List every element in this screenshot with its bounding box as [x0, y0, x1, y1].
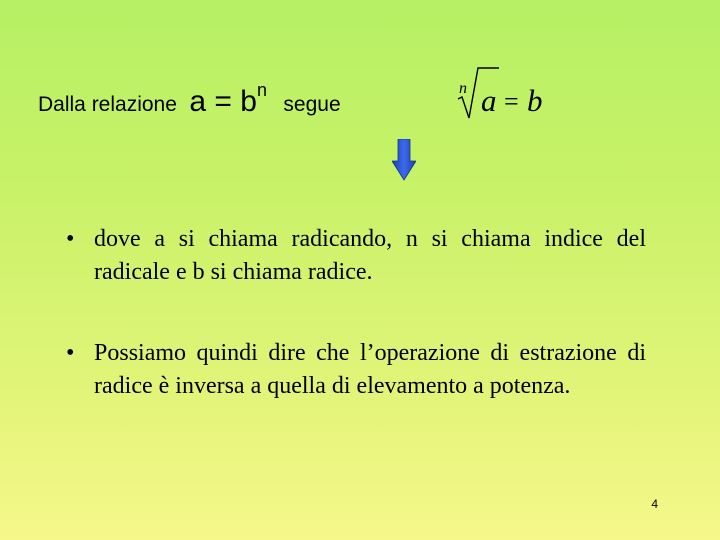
- page-number: 4: [651, 497, 658, 511]
- root-index: n: [459, 80, 467, 97]
- root-result: b: [527, 83, 543, 118]
- intro-line: [38, 80, 341, 119]
- root-formula-graphic: [455, 66, 550, 126]
- root-formula: [455, 66, 550, 126]
- bullet-item-1: • dove a si chiama radicando, n si chiama indice del radicale e b si chiama radice.: [64, 223, 646, 289]
- arrow-down-icon: [392, 139, 416, 186]
- power-equation-exponent: n: [256, 80, 267, 100]
- power-equation-base: a = b: [189, 85, 257, 118]
- bullet-list-1: [64, 223, 646, 289]
- power-equation: [189, 80, 267, 118]
- root-radicand: a: [481, 83, 497, 118]
- bullet-item-2: • Possiamo quindi dire che l’operazione di estrazione di radice è inversa a quella di elevamento a potenza.: [64, 337, 646, 403]
- follow-text: segue: [283, 93, 341, 116]
- bullet-list-2: [64, 337, 646, 403]
- intro-text: Dalla relazione: [38, 93, 177, 116]
- root-equals: =: [504, 87, 519, 116]
